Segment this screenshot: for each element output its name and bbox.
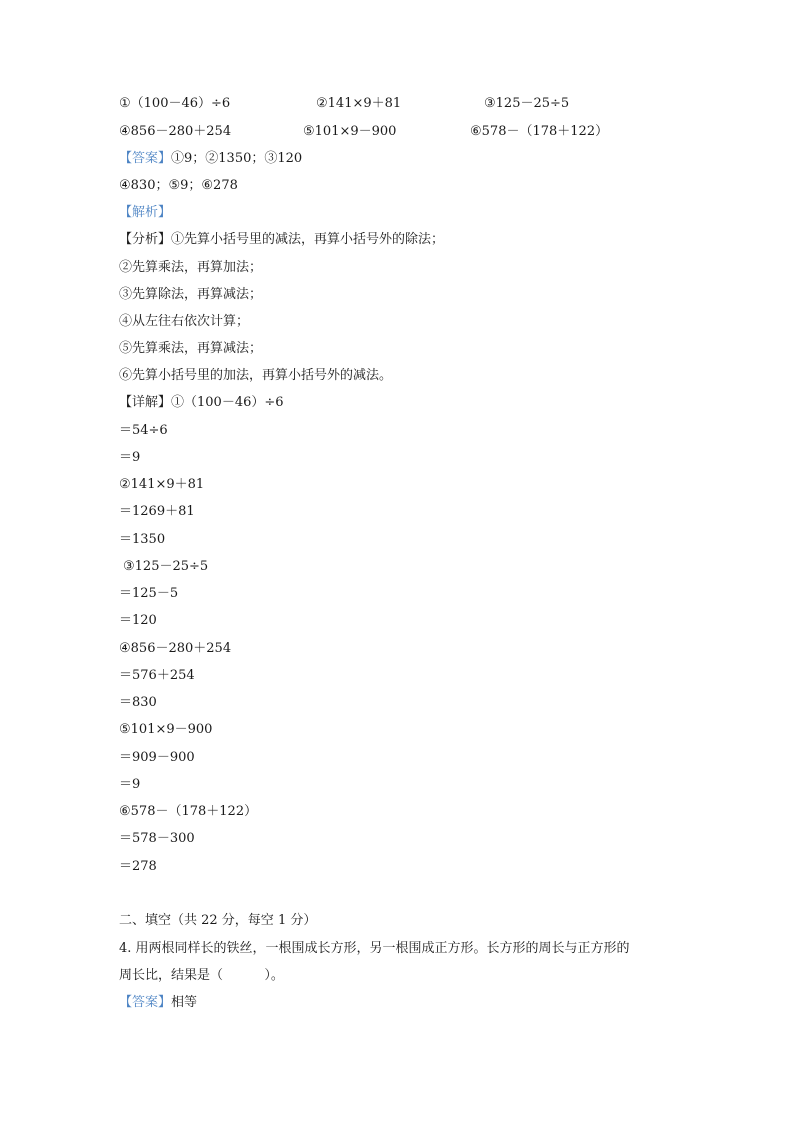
step-line: ＝1350	[119, 532, 166, 547]
problem-2: ②141×9＋81	[316, 96, 402, 111]
analysis-line: ⑥先算小括号里的加法，再算小括号外的减法。	[119, 368, 393, 383]
analysis-line: ②先算乘法，再算加法；	[119, 260, 263, 275]
detail-label: 【详解】	[119, 395, 172, 410]
analysis-label: 【分析】	[119, 232, 172, 247]
step-line: ④856－280＋254	[119, 641, 232, 656]
problem-row	[119, 124, 639, 140]
answer-line	[119, 151, 302, 167]
step-line: ＝1269＋81	[119, 504, 195, 519]
problem-list	[119, 124, 639, 140]
answer-line	[119, 995, 197, 1011]
step-line: ＝278	[119, 859, 157, 874]
step-line: ＝909－900	[119, 750, 195, 765]
problem-5: ⑤101×9－900	[303, 124, 397, 139]
step-line: ＝54÷6	[119, 423, 168, 438]
step-line: ＝9	[119, 450, 141, 465]
analysis-line: ③先算除法，再算减法；	[119, 287, 263, 302]
analysis-tag: 【解析】	[119, 205, 172, 220]
answer-line-2: ④830；⑤9；⑥278	[119, 178, 238, 193]
step-line: ②141×9＋81	[119, 477, 205, 492]
step-line: ＝830	[119, 695, 157, 710]
step-line: ＝576＋254	[119, 668, 195, 683]
answer-tag: 【答案】	[119, 995, 172, 1010]
step-line: ⑥578－（178＋122）	[119, 804, 258, 819]
step-line: ⑤101×9－900	[119, 722, 213, 737]
step-line: ③125－25÷5	[123, 559, 209, 574]
step-line: ＝120	[119, 613, 157, 628]
analysis-text: ①先算小括号里的减法，再算小括号外的除法；	[171, 232, 445, 247]
problem-list	[119, 96, 639, 112]
answer-text: 相等	[171, 995, 198, 1010]
problem-4: ④856－280＋254	[119, 124, 232, 139]
section-heading: 二、填空（共 22 分，每空 1 分）	[119, 913, 317, 928]
question-line: 周长比，结果是（ ）。	[119, 968, 284, 983]
problem-6: ⑥578－（178＋122）	[470, 124, 609, 139]
analysis-line: ⑤先算乘法，再算减法；	[119, 341, 263, 356]
answer-tag: 【答案】	[119, 151, 172, 166]
detail-line	[119, 395, 284, 411]
analysis-line: ④从左往右依次计算；	[119, 314, 250, 329]
step-line: ＝125－5	[119, 586, 179, 601]
step-line: ＝9	[119, 777, 141, 792]
question-line: 4. 用两根同样长的铁丝，一根围成长方形，另一根围成正方形。长方形的周长与正方形的	[119, 941, 630, 956]
analysis-line	[119, 232, 444, 248]
problem-3: ③125－25÷5	[484, 96, 570, 111]
problem-row	[119, 96, 639, 112]
answer-text: ①9；②1350；③120	[171, 151, 303, 166]
problem-1: ①（100－46）÷6	[119, 96, 231, 111]
detail-text: ①（100－46）÷6	[171, 395, 284, 410]
step-line: ＝578－300	[119, 831, 195, 846]
